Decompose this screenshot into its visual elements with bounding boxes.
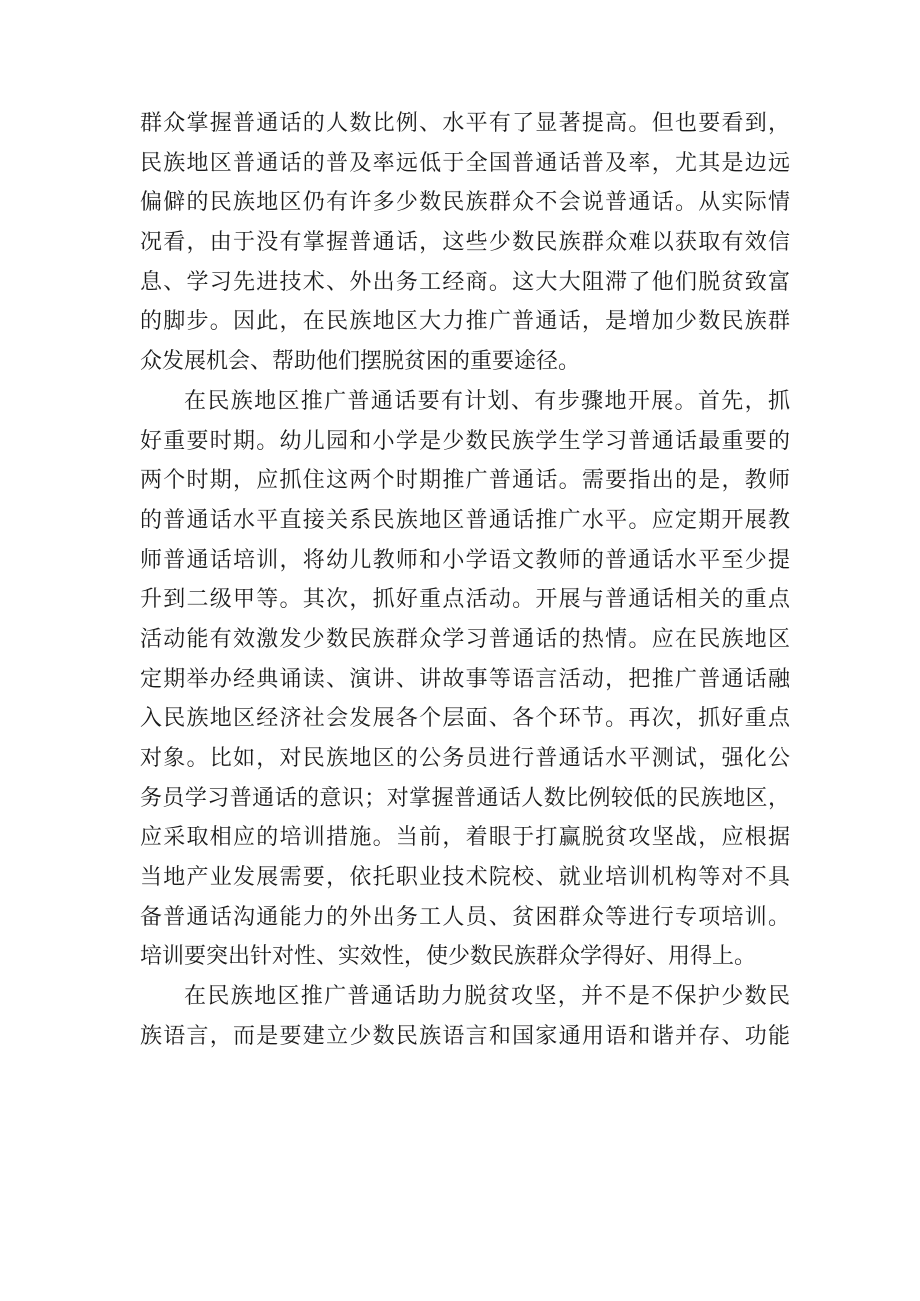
text-line: 况看，由于没有掌握普通话，这些少数民族群众难以获取有效信 [140, 230, 790, 256]
text-line: 民族地区普通话的普及率远低于全国普通话普及率，尤其是边远 [140, 150, 790, 176]
text-line: 对象。比如，对民族地区的公务员进行普通话水平测试，强化公 [140, 746, 790, 771]
text-line: 族语言，而是要建立少数民族语言和国家通用语和谐并存、功能 [140, 1023, 790, 1049]
text-line: 在民族地区推广普通话要有计划、有步骤地开展。首先，抓 [184, 388, 790, 414]
text-line: 众发展机会、帮助他们摆脱贫困的重要途径。 [140, 349, 581, 375]
text-line: 活动能有效激发少数民族群众学习普通话的热情。应在民族地区 [140, 626, 790, 652]
text-line: 师普通话培训，将幼儿教师和小学语文教师的普通话水平至少提 [140, 547, 790, 573]
text-line: 应采取相应的培训措施。当前，着眼于打赢脱贫攻坚战，应根据 [140, 825, 790, 851]
text-line: 息、学习先进技术、外出务工经商。这大大阻滞了他们脱贫致富 [140, 269, 790, 295]
text-line: 务员学习普通话的意识；对掌握普通话人数比例较低的民族地区， [140, 785, 790, 811]
text-line: 偏僻的民族地区仍有许多少数民族群众不会说普通话。从实际情 [140, 190, 790, 216]
text-line: 定期举办经典诵读、演讲、讲故事等语言活动，把推广普通话融 [140, 666, 790, 692]
text-line: 备普通话沟通能力的外出务工人员、贫困群众等进行专项培训。 [140, 904, 790, 930]
paragraph-3 [140, 977, 790, 1056]
text-line: 在民族地区推广普通话助力脱贫攻坚，并不是不保护少数民 [184, 984, 790, 1010]
text-line: 升到二级甲等。其次，抓好重点活动。开展与普通话相关的重点 [140, 587, 790, 613]
text-line: 入民族地区经济社会发展各个层面、各个环节。再次，抓好重点 [140, 706, 790, 732]
text-line: 的脚步。因此，在民族地区大力推广普通话，是增加少数民族群 [140, 309, 790, 335]
paragraph-2 [140, 382, 790, 977]
text-line: 好重要时期。幼儿园和小学是少数民族学生学习普通话最重要的 [140, 428, 790, 454]
text-line: 当地产业发展需要，依托职业技术院校、就业培训机构等对不具 [140, 865, 790, 891]
text-line: 两个时期，应抓住这两个时期推广普通话。需要指出的是，教师 [140, 468, 790, 494]
text-line: 的普通话水平直接关系民族地区普通话推广水平。应定期开展教 [140, 507, 790, 533]
body-text [140, 104, 790, 1057]
text-line: 培训要突出针对性、实效性，使少数民族群众学得好、用得上。 [140, 944, 757, 970]
paragraph-1 [140, 104, 790, 382]
text-line: 群众掌握普通话的人数比例、水平有了显著提高。但也要看到， [140, 111, 790, 136]
